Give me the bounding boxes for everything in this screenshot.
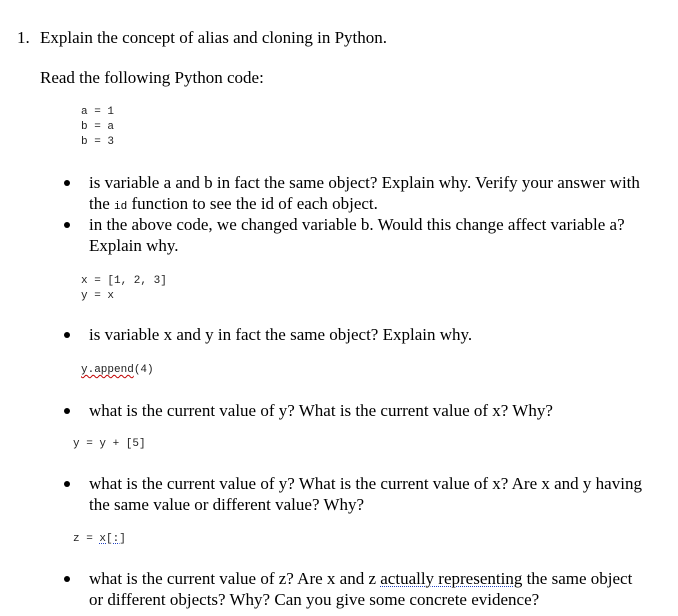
- bullet-item: is variable x and y in fact the same object? Explain why.: [89, 325, 473, 344]
- bullet-text-part: the same object or different objects? Why? Can you give some concrete evidence?: [89, 569, 633, 609]
- bullet-text-part: is variable a and b in fact the same object? Explain why. Verify your answer with the: [89, 173, 640, 213]
- marked-phrase: actually representing: [380, 569, 523, 588]
- bullet-icon: [64, 576, 70, 582]
- bullet-icon: [64, 332, 70, 338]
- bullet-icon: [64, 180, 70, 186]
- code-args: (4): [133, 364, 154, 376]
- bullet-icon: [64, 408, 70, 414]
- question-number: 1.: [17, 28, 30, 47]
- code-prefix: z =: [73, 533, 100, 545]
- bullet-item: what is the current value of y? What is the current value of x? Are x and y having the same value or different value? Why?: [89, 474, 642, 514]
- bullet-item: [89, 172, 649, 218]
- question-title: Explain the concept of alias and cloning in Python.: [40, 28, 388, 47]
- code-line: b = a: [81, 121, 115, 133]
- code-line: y = x: [81, 290, 115, 302]
- bullet-icon: [64, 481, 70, 487]
- bullet-item: what is the current value of y? What is the current value of x? Why?: [89, 401, 553, 420]
- code-line: y = y + [5]: [73, 438, 146, 450]
- bullet-text-part: function to see the id of each object.: [127, 194, 378, 213]
- code-object: y.append: [81, 364, 134, 376]
- code-line: [73, 532, 126, 546]
- code-line: x = [1, 2, 3]: [81, 275, 167, 287]
- bullet-item: in the above code, we changed variable b. Would this change affect variable a? Explain why.: [89, 215, 625, 255]
- bullet-item: [89, 568, 649, 610]
- code-line: [81, 363, 154, 377]
- code-line: a = 1: [81, 106, 115, 118]
- inline-code: id: [114, 201, 128, 213]
- bullet-icon: [64, 222, 70, 228]
- bullet-text-part: what is the current value of z? Are x and z: [89, 569, 381, 588]
- code-slice: x[:]: [99, 533, 126, 545]
- intro-text: Read the following Python code:: [40, 68, 264, 87]
- code-line: b = 3: [81, 136, 115, 148]
